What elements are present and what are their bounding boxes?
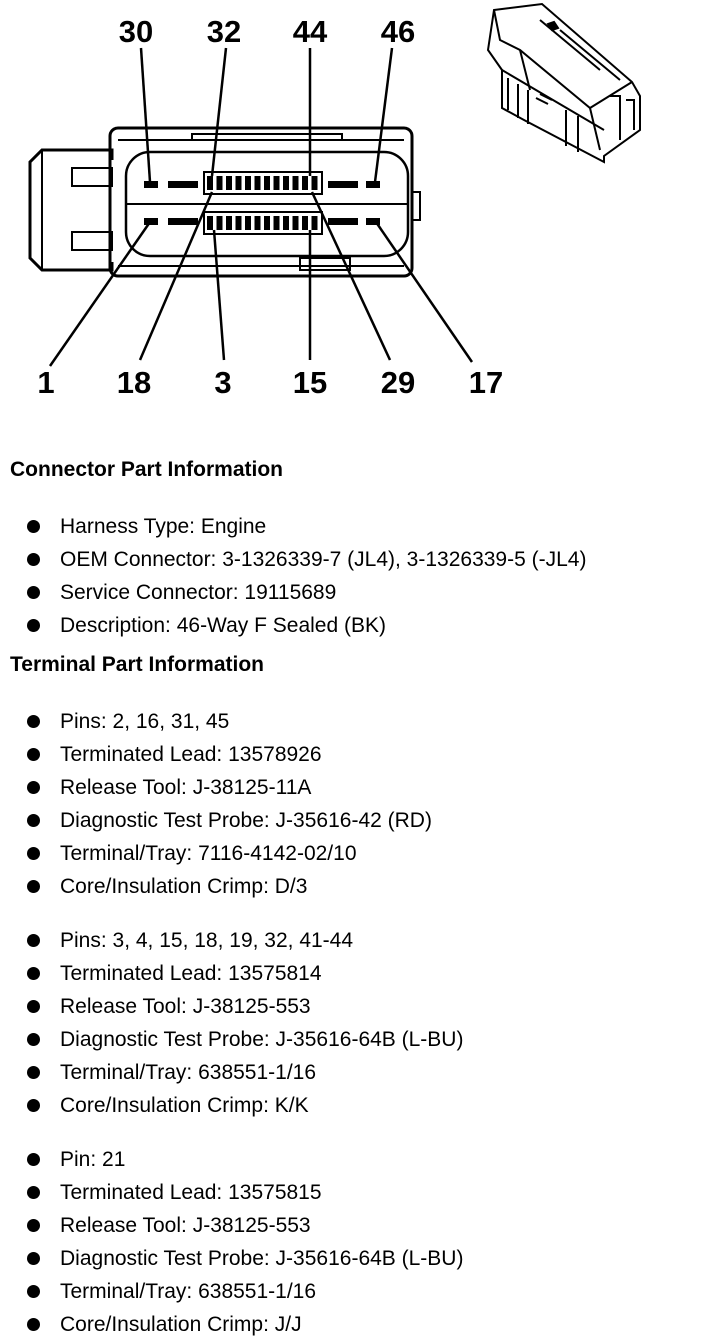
pin-label-bottom-18: 18 — [116, 365, 152, 400]
list-item-text: Terminal/Tray: 7116-4142-02/10 — [60, 842, 357, 865]
list-item — [0, 1143, 463, 1176]
list-item — [0, 543, 586, 576]
latch-tab-bottom — [72, 232, 112, 250]
bullet-icon — [27, 1252, 40, 1265]
bullet-icon — [27, 814, 40, 827]
list-item — [0, 1176, 463, 1209]
list-item — [0, 1056, 463, 1089]
list-item-text: Release Tool: J-38125-553 — [60, 1214, 311, 1237]
list-item-text: Pins: 2, 16, 31, 45 — [60, 710, 230, 733]
list-item — [0, 705, 432, 738]
pin-label-top-46: 46 — [380, 14, 416, 49]
pin-label-top-30: 30 — [118, 14, 154, 49]
list-item-text: Diagnostic Test Probe: J-35616-42 (RD) — [60, 809, 432, 832]
bullet-icon — [27, 586, 40, 599]
list-item-text: Terminated Lead: 13575814 — [60, 962, 322, 985]
list-item — [0, 576, 586, 609]
list-item — [0, 957, 463, 990]
pin-label-top-44: 44 — [292, 14, 328, 49]
list-item — [0, 837, 432, 870]
list-item — [0, 870, 432, 903]
bullet-icon — [27, 1186, 40, 1199]
list-item — [0, 771, 432, 804]
list-item-text: Pin: 21 — [60, 1148, 126, 1171]
list-item-text: Core/Insulation Crimp: D/3 — [60, 875, 308, 898]
list-item-text: Diagnostic Test Probe: J-35616-64B (L-BU) — [60, 1247, 464, 1270]
bullet-icon — [27, 781, 40, 794]
list-item-text: Terminated Lead: 13578926 — [60, 743, 322, 766]
list-item — [0, 738, 432, 771]
bullet-icon — [27, 715, 40, 728]
pin-label-bottom-17: 17 — [468, 365, 504, 400]
list-item-text: Terminal/Tray: 638551-1/16 — [60, 1061, 317, 1084]
pin-label-bottom-15: 15 — [292, 365, 328, 400]
latch-tab-top — [72, 168, 112, 186]
list-item — [0, 1275, 463, 1308]
pin-label-top-32: 32 — [206, 14, 242, 49]
terminal-group-2-list — [0, 924, 463, 1122]
bullet-icon — [27, 967, 40, 980]
list-item — [0, 510, 586, 543]
list-item-text: Diagnostic Test Probe: J-35616-64B (L-BU) — [60, 1028, 464, 1051]
list-item — [0, 1089, 463, 1122]
list-item — [0, 1209, 463, 1242]
list-item — [0, 609, 586, 642]
list-item-text: Terminal/Tray: 638551-1/16 — [60, 1280, 317, 1303]
list-item — [0, 990, 463, 1023]
bullet-icon — [27, 520, 40, 533]
list-item-text: Core/Insulation Crimp: J/J — [60, 1313, 302, 1336]
list-item-text: Release Tool: J-38125-11A — [60, 776, 312, 799]
pin-label-bottom-1: 1 — [37, 365, 55, 400]
bullet-icon — [27, 880, 40, 893]
bullet-icon — [27, 553, 40, 566]
bullet-icon — [27, 619, 40, 632]
terminal-group-3-list — [0, 1143, 463, 1341]
list-item — [0, 1242, 463, 1275]
pin-label-bottom-29: 29 — [380, 365, 416, 400]
list-item-text: Pins: 3, 4, 15, 18, 19, 32, 41-44 — [60, 929, 354, 952]
connector-diagram — [0, 0, 704, 420]
list-item-text: Harness Type: Engine — [60, 515, 267, 538]
list-item — [0, 804, 432, 837]
list-item-text: Service Connector: 19115689 — [60, 581, 337, 604]
connector-isometric-view — [488, 4, 640, 162]
terminal-group-1-list — [0, 705, 432, 903]
pin-label-bottom-3: 3 — [214, 365, 232, 400]
list-item — [0, 1023, 463, 1056]
list-item-text: OEM Connector: 3-1326339-7 (JL4), 3-1326339-5 (-JL4) — [60, 548, 587, 571]
bullet-icon — [27, 1318, 40, 1331]
bullet-icon — [27, 1000, 40, 1013]
terminal-part-info-heading: Terminal Part Information — [10, 653, 264, 676]
bullet-icon — [27, 847, 40, 860]
list-item — [0, 1308, 463, 1341]
bullet-icon — [27, 1033, 40, 1046]
bullet-icon — [27, 1099, 40, 1112]
list-item-text: Terminated Lead: 13575815 — [60, 1181, 322, 1204]
bullet-icon — [27, 1219, 40, 1232]
list-item — [0, 924, 463, 957]
list-item-text: Core/Insulation Crimp: K/K — [60, 1094, 309, 1117]
bullet-icon — [27, 1153, 40, 1166]
connector-part-info-heading: Connector Part Information — [10, 458, 284, 481]
bullet-icon — [27, 748, 40, 761]
connector-body — [110, 128, 412, 276]
connector-info-list — [0, 510, 586, 642]
bullet-icon — [27, 1285, 40, 1298]
list-item-text: Release Tool: J-38125-553 — [60, 995, 311, 1018]
list-item-text: Description: 46-Way F Sealed (BK) — [60, 614, 387, 637]
bullet-icon — [27, 934, 40, 947]
bullet-icon — [27, 1066, 40, 1079]
